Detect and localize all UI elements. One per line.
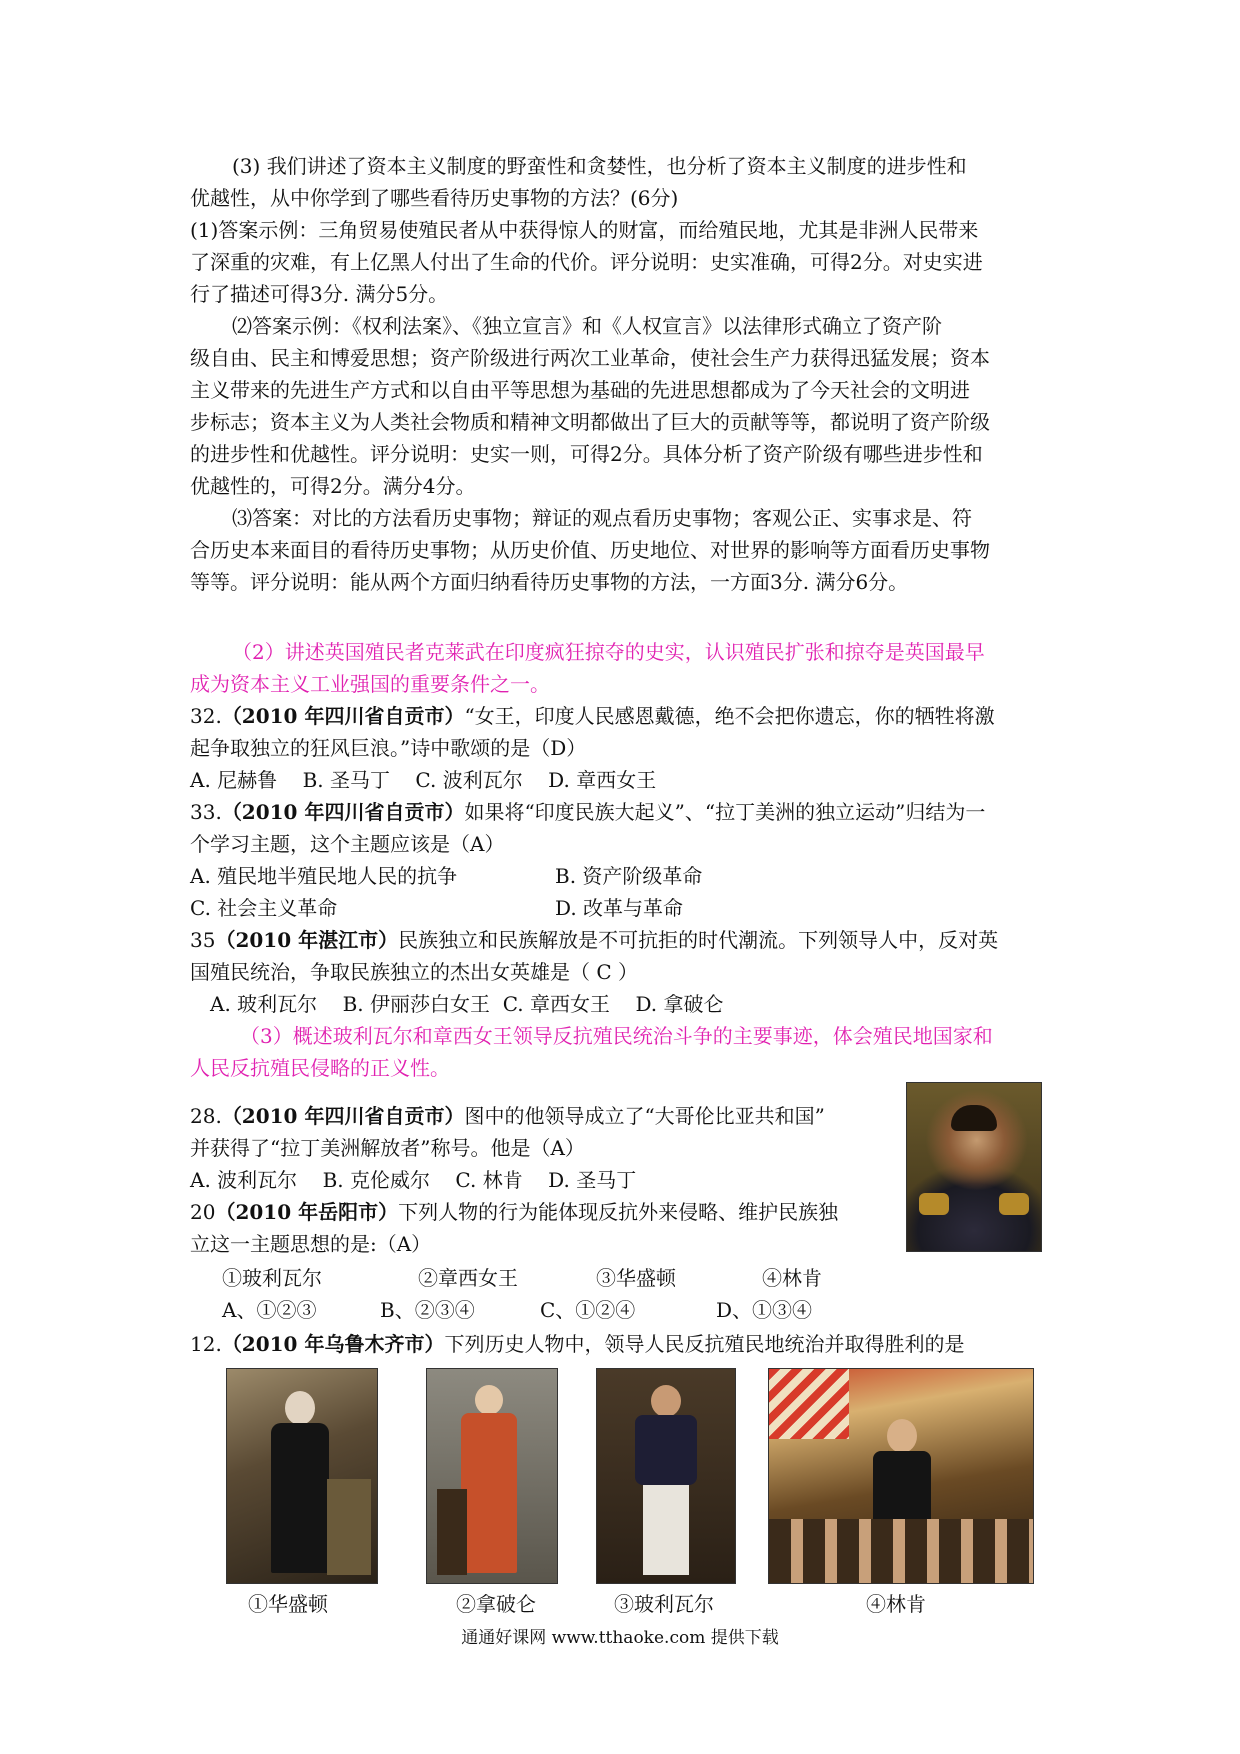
table-shape — [327, 1479, 371, 1575]
answer-2-line-6: 优越性的，可得2分。满分4分。 — [190, 474, 476, 498]
question-20-item-1: ①玻利瓦尔 — [222, 1266, 322, 1290]
answer-2-line-2: 级自由、民主和博爱思想；资产阶级进行两次工业革命，使社会生产力获得迅猛发展；资本 — [190, 346, 990, 370]
answer-3-line-3: 等等。评分说明：能从两个方面归纳看待历史事物的方法，一方面3分. 满分6分。 — [190, 570, 909, 594]
caption-washington: ①华盛顿 — [248, 1592, 328, 1616]
caption-lincoln: ④林肯 — [866, 1592, 926, 1616]
question-20-item-3: ③华盛顿 — [596, 1266, 676, 1290]
question-source: （2010 年岳阳市） — [215, 1200, 399, 1224]
question-3-line-1: (3) 我们讲述了资本主义制度的野蛮性和贪婪性，也分析了资本主义制度的进步性和 — [232, 154, 967, 178]
figure-head — [285, 1391, 315, 1425]
figure-body — [461, 1413, 517, 1573]
question-number: 12. — [190, 1332, 222, 1356]
question-number: 32. — [190, 704, 222, 728]
answer-3-line-2: 合历史本来面目的看待历史事物；从历史价值、历史地位、对世界的影响等方面看历史事物 — [190, 538, 990, 562]
question-33-option-b: B. 资产阶级革命 — [555, 864, 703, 888]
question-20-option-d: D、①③④ — [716, 1298, 813, 1322]
question-text: 下列历史人物中，领导人民反抗殖民地统治并取得胜利的是 — [444, 1332, 965, 1356]
question-number: 28. — [190, 1104, 222, 1128]
question-source: （2010 年四川省自贡市） — [221, 1104, 465, 1128]
question-28-options: A. 波利瓦尔 B. 克伦威尔 C. 林肯 D. 圣马丁 — [190, 1168, 637, 1192]
chair-shape — [437, 1489, 467, 1575]
answer-1-line-2: 了深重的灾难，有上亿黑人付出了生命的代价。评分说明：史实准确，可得2分。对史实进 — [190, 250, 983, 274]
answer-1-line-1: (1)答案示例：三角贸易使殖民者从中获得惊人的财富，而给殖民地，尤其是非洲人民带来 — [190, 218, 979, 242]
question-33-option-c: C. 社会主义革命 — [190, 896, 338, 920]
question-35-options: A. 玻利瓦尔 B. 伊丽莎白女王 C. 章西女王 D. 拿破仑 — [210, 992, 724, 1016]
flag-shape — [769, 1369, 849, 1439]
question-text: 下列人物的行为能体现反抗外来侵略、维护民族独 — [398, 1200, 839, 1224]
epaulette-right — [999, 1193, 1029, 1215]
section-2-heading-line-2: 成为资本主义工业强国的重要条件之一。 — [190, 672, 550, 696]
question-source: （2010 年湛江市） — [215, 928, 399, 952]
question-33-option-a: A. 殖民地半殖民地人民的抗争 — [190, 864, 458, 888]
footer-text: 通通好课网 www.tthaoke.com 提供下载 — [461, 1628, 779, 1648]
question-32-line-2: 起争取独立的狂风巨浪。”诗中歌颂的是（D） — [190, 736, 587, 760]
section-3-heading-line-1: （3）概述玻利瓦尔和章西女王领导反抗殖民统治斗争的主要事迹，体会殖民地国家和 — [240, 1024, 993, 1048]
question-12-line-1 — [190, 1328, 964, 1360]
question-20-line-1 — [190, 1196, 838, 1228]
figure-head — [475, 1385, 503, 1415]
answer-2-line-1: ⑵答案示例：《权利法案》、《独立宣言》和《人权宣言》以法律形式确立了资产阶 — [232, 314, 942, 338]
question-number: 33. — [190, 800, 222, 824]
answer-2-line-3: 主义带来的先进生产方式和以自由平等思想为基础的先进思想都成为了今天社会的文明进 — [190, 378, 970, 402]
question-source: （2010 年乌鲁木齐市） — [221, 1332, 445, 1356]
question-text: 民族独立和民族解放是不可抗拒的时代潮流。下列领导人中，反对英 — [398, 928, 999, 952]
question-text: “女王，印度人民感恩戴德，绝不会把你遗忘，你的牺牲将激 — [464, 704, 995, 728]
section-3-heading-line-2: 人民反抗殖民侵略的正义性。 — [190, 1056, 450, 1080]
figure-jacket — [635, 1415, 697, 1485]
answer-3-line-1: ⑶答案：对比的方法看历史事物；辩证的观点看历史事物；客观公正、实事求是、符 — [232, 506, 972, 530]
question-33-line-1 — [190, 796, 985, 828]
question-20-item-4: ④林肯 — [762, 1266, 822, 1290]
answer-2-line-4: 步标志；资本主义为人类社会物质和精神文明都做出了巨大的贡献等等，都说明了资产阶级 — [190, 410, 990, 434]
question-32-options: A. 尼赫鲁 B. 圣马丁 C. 波利瓦尔 D. 章西女王 — [190, 768, 657, 792]
answer-2-line-5: 的进步性和优越性。评分说明：史实一则，可得2分。具体分析了资产阶级有哪些进步性和 — [190, 442, 983, 466]
question-20-option-a: A、①②③ — [222, 1298, 317, 1322]
figure-head — [887, 1419, 917, 1453]
caption-bolivar: ③玻利瓦尔 — [614, 1592, 714, 1616]
figure-head — [651, 1385, 681, 1417]
epaulette-left — [919, 1193, 949, 1215]
question-20-item-2: ②章西女王 — [418, 1266, 518, 1290]
question-35-line-2: 国殖民统治，争取民族独立的杰出女英雄是（ C ） — [190, 960, 639, 984]
question-source: （2010 年四川省自贡市） — [221, 800, 465, 824]
lincoln-painting-image — [768, 1368, 1034, 1584]
figure-body — [271, 1423, 329, 1573]
question-3-line-2: 优越性，从中你学到了哪些看待历史事物的方法？(6分) — [190, 186, 679, 210]
question-33-line-2: 个学习主题，这个主题应该是（A） — [190, 832, 505, 856]
bolivar-full-portrait-image — [596, 1368, 736, 1584]
answer-1-line-3: 行了描述可得3分. 满分5分。 — [190, 282, 449, 306]
question-20-option-b: B、②③④ — [380, 1298, 475, 1322]
question-20-line-2: 立这一主题思想的是:（A） — [190, 1232, 432, 1256]
question-source: （2010 年四川省自贡市） — [221, 704, 465, 728]
section-2-heading-line-1: （2）讲述英国殖民者克莱武在印度疯狂掠夺的史实，认识殖民扩张和掠夺是英国最早 — [232, 640, 985, 664]
caption-napoleon: ②拿破仑 — [456, 1592, 536, 1616]
question-number: 20 — [190, 1200, 216, 1224]
figure-trousers — [643, 1485, 689, 1575]
napoleon-portrait-image — [426, 1368, 558, 1584]
question-number: 35 — [190, 928, 216, 952]
question-20-option-c: C、①②④ — [540, 1298, 636, 1322]
question-32-line-1 — [190, 700, 995, 732]
hair-shape — [951, 1105, 997, 1131]
crowd-shape — [769, 1519, 1033, 1583]
question-33-option-d: D. 改革与革命 — [555, 896, 684, 920]
question-text: 如果将“印度民族大起义”、“拉丁美洲的独立运动”归结为一 — [464, 800, 986, 824]
question-28-line-2: 并获得了“拉丁美洲解放者”称号。他是（A） — [190, 1136, 585, 1160]
question-text: 图中的他领导成立了“大哥伦比亚共和国” — [464, 1104, 825, 1128]
washington-portrait-image — [226, 1368, 378, 1584]
bolivar-portrait-image — [906, 1082, 1042, 1252]
question-35-line-1 — [190, 924, 998, 956]
question-28-line-1 — [190, 1100, 825, 1132]
